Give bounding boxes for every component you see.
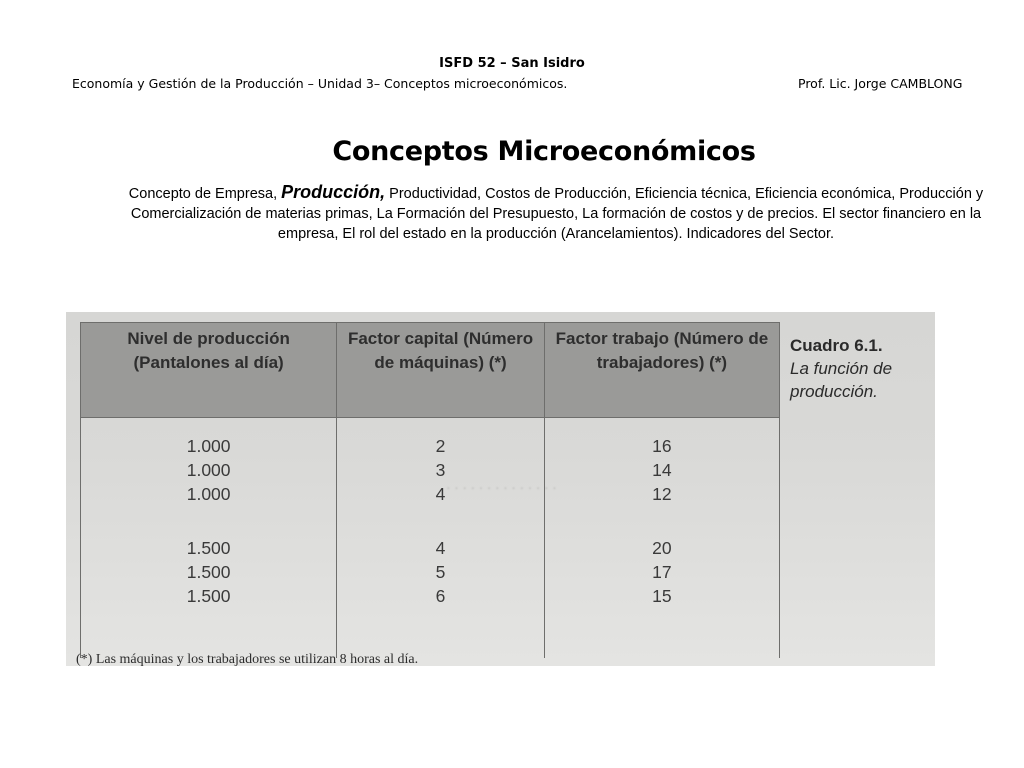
header-course-line: Economía y Gestión de la Producción – Unidad 3– Conceptos microeconómicos. [72,76,568,91]
table-header-row [81,323,780,418]
caption-text: La función de producción. [790,359,893,401]
table-cell: 15 [652,586,672,606]
topics-paragraph [112,182,1000,244]
table-cell: 20 [652,538,672,558]
table-cell: 1.000 [186,460,231,480]
table-cell: 3 [435,460,446,480]
table-cell: 12 [652,484,672,504]
topics-rest: Productividad, Costos de Producción, Eficiencia técnica, Eficiencia económica, Producción y Comercialización de materias primas, La Formación del Presupuesto, La formación de costos y de precios. El sector financiero en la empresa, El rol del estado en la producción (Arancelamientos). Indicadores del Sector. [130,186,984,242]
group-1-capital [337,434,544,506]
table-cell: 6 [435,586,446,606]
table-cell: 5 [435,562,446,582]
group-1-nivel [81,434,336,506]
table-cell: 1.500 [186,586,231,606]
table-cell: 1.500 [186,538,231,558]
header-institution: ISFD 52 – San Isidro [439,56,585,71]
table-cell: 4 [435,538,446,558]
table-cell: 17 [652,562,672,582]
group-1-trabajo [545,434,779,506]
header-professor: Prof. Lic. Jorge CAMBLONG [798,76,963,91]
table-cell: 14 [652,460,672,480]
table-cell: 1.000 [186,484,231,504]
topics-lead: Concepto de Empresa, [128,186,282,202]
column-header-nivel: Nivel de producción (Pantalones al día) [81,323,337,418]
group-2-trabajo [545,536,779,608]
column-trabajo [544,418,779,659]
table-body-row [81,418,780,659]
column-header-capital: Factor capital (Número de máquinas) (*) [337,323,545,418]
table-cell: 16 [652,436,672,456]
bleed-through-decoration: · · · · · · · · · · · · · · [446,482,557,497]
table-cell: 1.000 [186,436,231,456]
table-cell: 2 [435,436,446,456]
topics-emphasis: Producción, [281,182,386,202]
column-nivel [81,418,337,659]
group-2-capital [337,536,544,608]
production-table [80,322,780,658]
table-caption [790,334,930,403]
page-title: Conceptos Microeconómicos [332,136,756,167]
column-capital [337,418,545,659]
scanned-table-image [66,312,935,666]
caption-number: Cuadro 6.1. [790,336,883,355]
table-footnote: (*) Las máquinas y los trabajadores se utilizan 8 horas al día. [76,652,419,666]
table-cell: 1.500 [186,562,231,582]
table-cell: 4 [435,484,446,504]
column-header-trabajo: Factor trabajo (Número de trabajadores) (*) [544,323,779,418]
group-2-nivel [81,536,336,608]
